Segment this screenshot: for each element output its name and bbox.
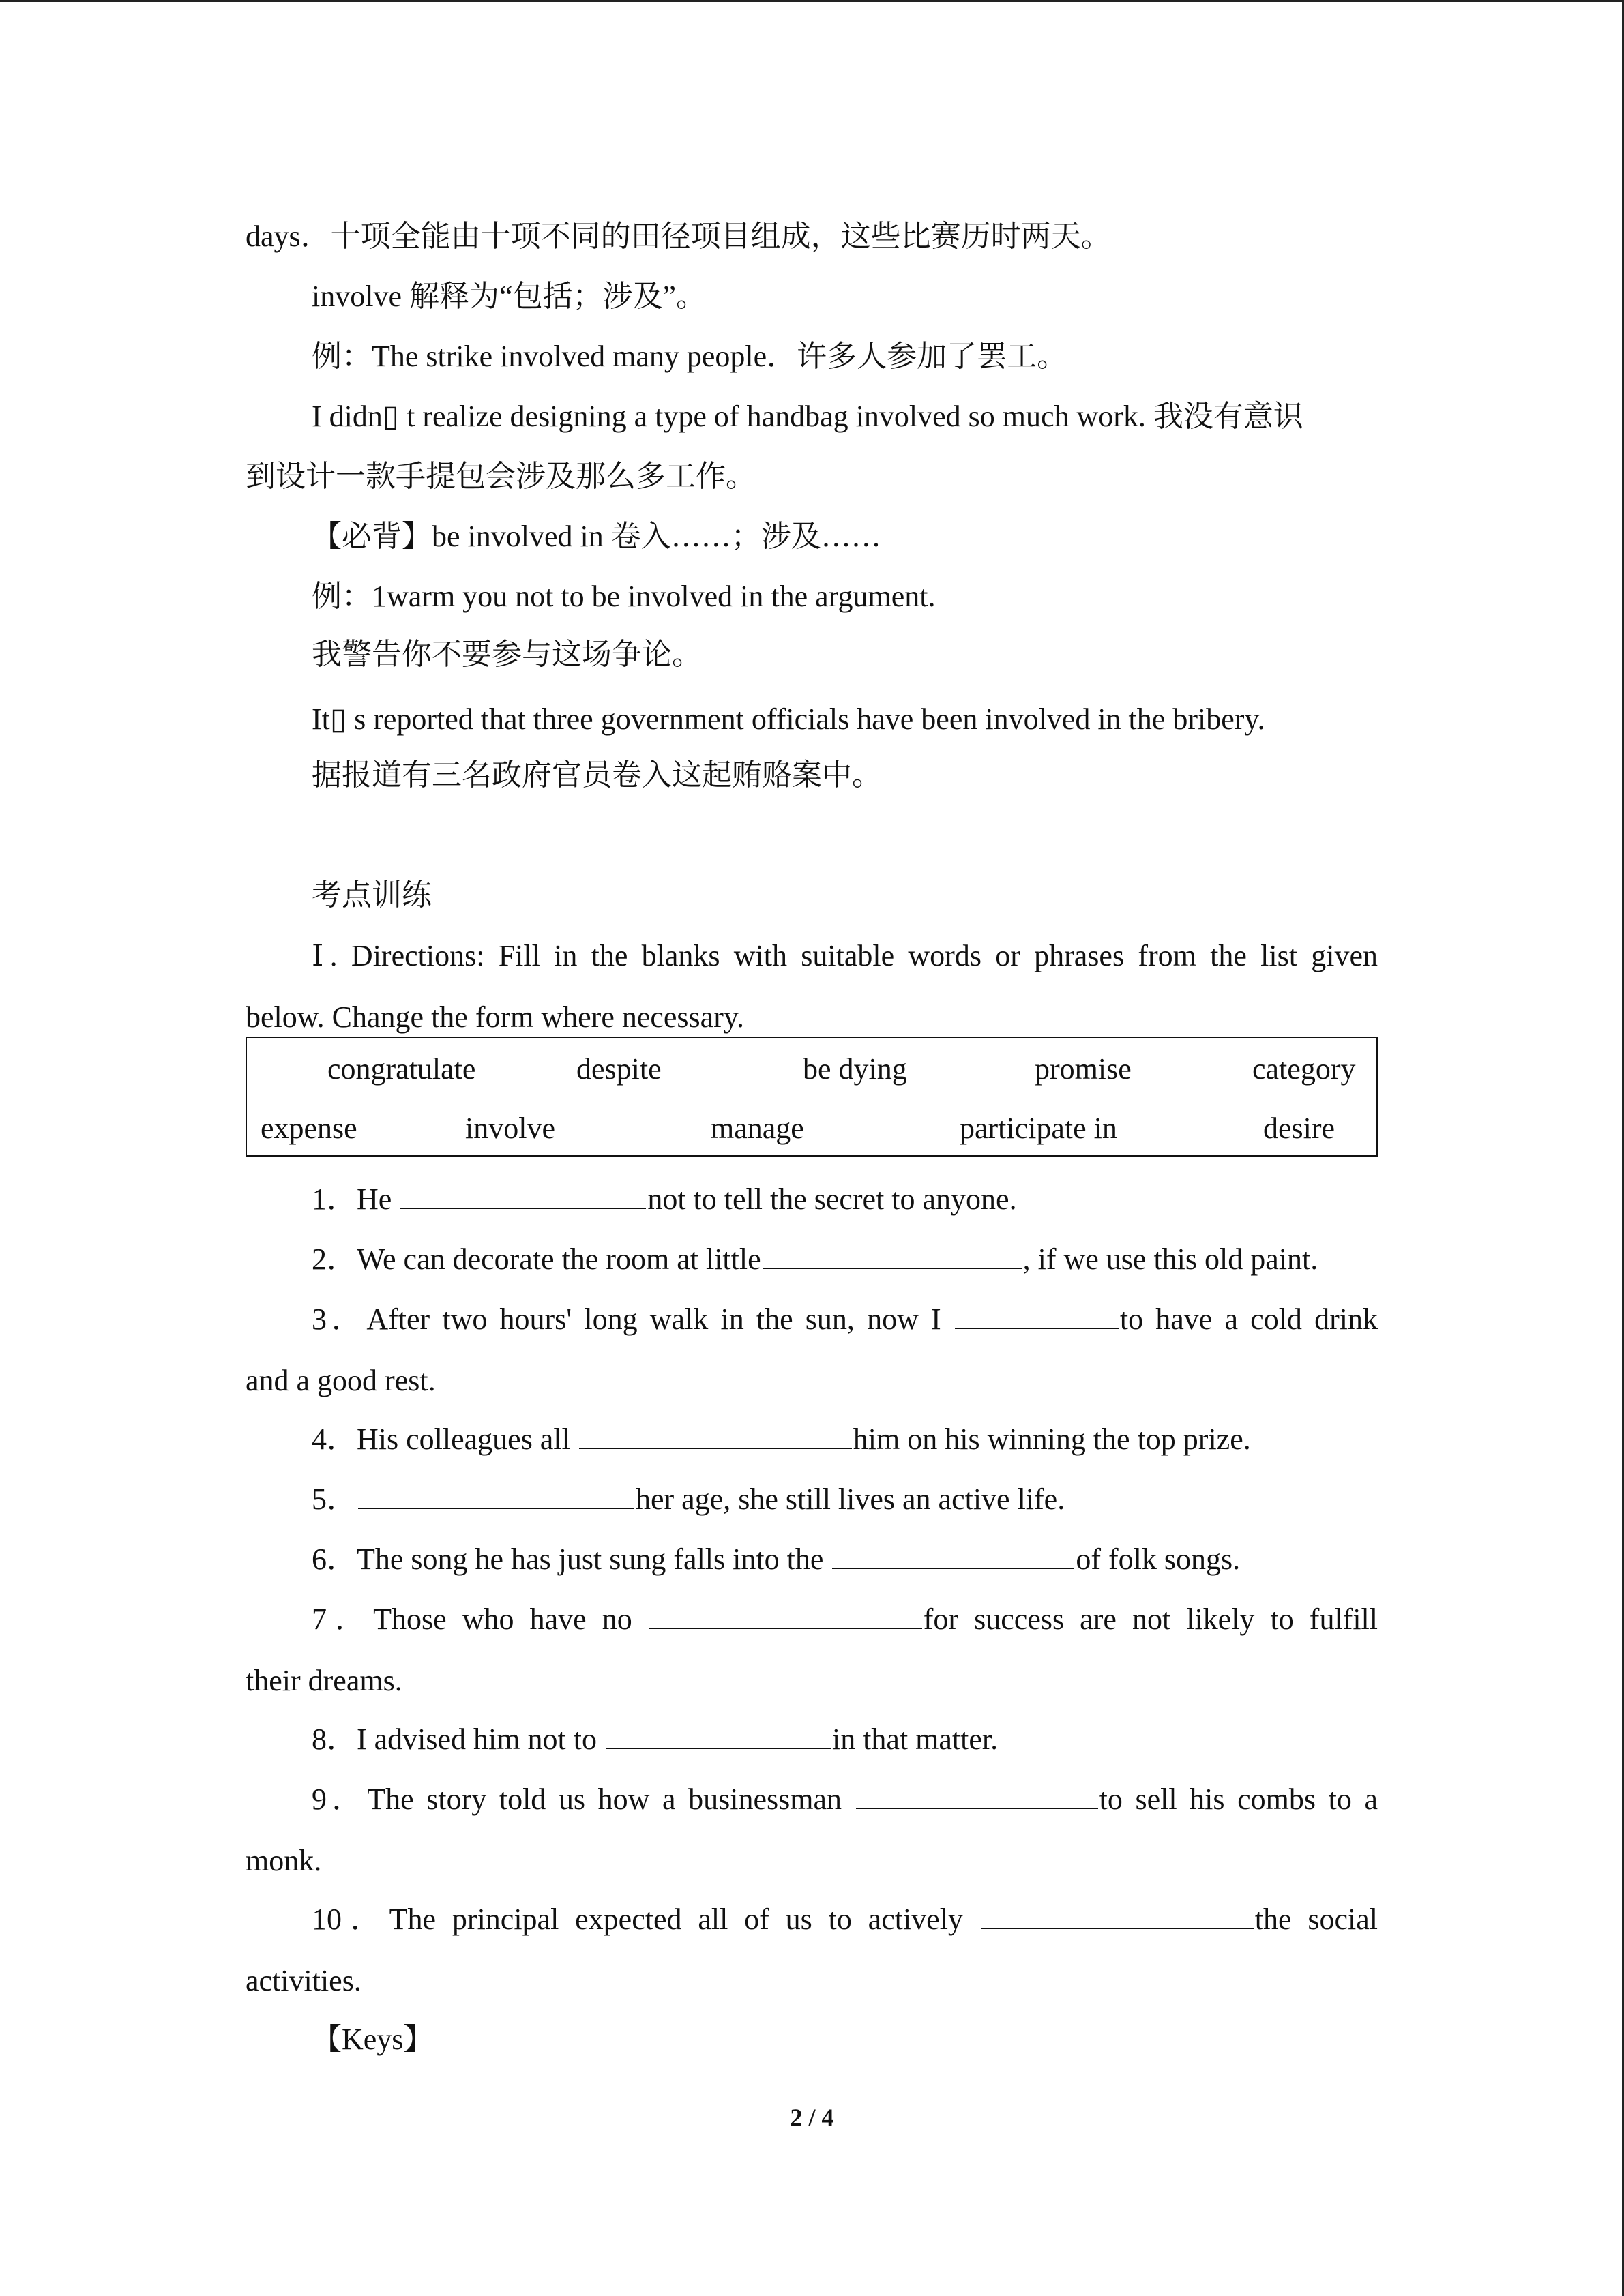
exercise-3: 3．After two hours' long walk in the sun, now I to have a cold drink [312,1298,1378,1341]
directions-line: Ⅰ. Directions: Fill in the blanks with suitable words or phrases from the list given [312,939,1378,972]
must-memorize-line: 【必背】be involved in 卷入……；涉及…… [312,520,881,553]
section-heading: 考点训练 [312,878,432,912]
exercise-9-continued: monk. [246,1844,322,1877]
word-item: desire [1263,1112,1335,1145]
word-item: participate in [960,1112,1117,1145]
directions-line: below. Change the form where necessary. [246,1000,745,1034]
keys-heading: 【Keys】 [312,2023,434,2056]
exercise-1: 1．He not to tell the secret to anyone. [312,1178,1378,1221]
word-item: expense [261,1112,357,1145]
exercise-7-continued: their dreams. [246,1664,402,1697]
exercise-10-continued: activities. [246,1964,361,1997]
exercise-8: 8．I advised him not to in that matter. [312,1718,1378,1761]
answer-blank [579,1419,852,1449]
example-line: 例：1warm you not to be involved in the argument. [312,580,936,613]
translation-line: 我警告你不要参与这场争论。 [312,638,702,671]
page-top-border [0,0,1624,2]
exercise-7: 7．Those who have no for success are not likely to fulfill [312,1598,1378,1641]
word-item: promise [1035,1052,1132,1086]
example-line: 例：The strike involved many people．许多人参加了罢工。 [312,340,1067,373]
exercise-9: 9．The story told us how a businessman to sell his combs to a [312,1778,1378,1821]
exercise-3-continued: and a good rest. [246,1364,436,1397]
word-item: despite [576,1052,662,1086]
example-line: It▯ s reported that three government officials have been involved in the bribery. [312,702,1265,736]
answer-blank [358,1479,634,1509]
exercise-2: 2．We can decorate the room at little , if we use this old paint. [312,1238,1378,1281]
example-line: I didn▯ t realize designing a type of handbag involved so much work. 我没有意识 [312,400,1303,433]
exercise-5: 5． her age, she still lives an active life. [312,1478,1378,1521]
example-line: 到设计一款手提包会涉及那么多工作。 [246,460,756,493]
answer-blank [606,1719,831,1749]
word-item: congratulate [327,1052,476,1086]
page-number: 2 / 4 [790,2104,834,2131]
word-item: category [1252,1052,1356,1086]
answer-blank [832,1539,1074,1569]
exercise-6: 6．The song he has just sung falls into the of folk songs. [312,1538,1378,1581]
answer-blank [400,1179,646,1209]
paragraph-line: days．十项全能由十项不同的田径项目组成，这些比赛历时两天。 [246,220,1111,253]
exercise-4: 4．His colleagues all him on his winning the top prize. [312,1418,1378,1461]
paragraph-line: involve 解释为“包括；涉及”。 [312,280,707,313]
word-list-box [246,1037,1378,1157]
answer-blank [856,1779,1098,1809]
answer-blank [763,1239,1022,1269]
word-item: involve [465,1112,555,1145]
word-item: be dying [803,1052,907,1086]
word-item: manage [711,1112,804,1145]
answer-blank [981,1899,1254,1929]
answer-blank [955,1299,1119,1329]
exercise-10: 10．The principal expected all of us to actively the social [312,1898,1378,1941]
translation-line: 据报道有三名政府官员卷入这起贿赂案中。 [312,758,882,792]
answer-blank [649,1599,922,1629]
